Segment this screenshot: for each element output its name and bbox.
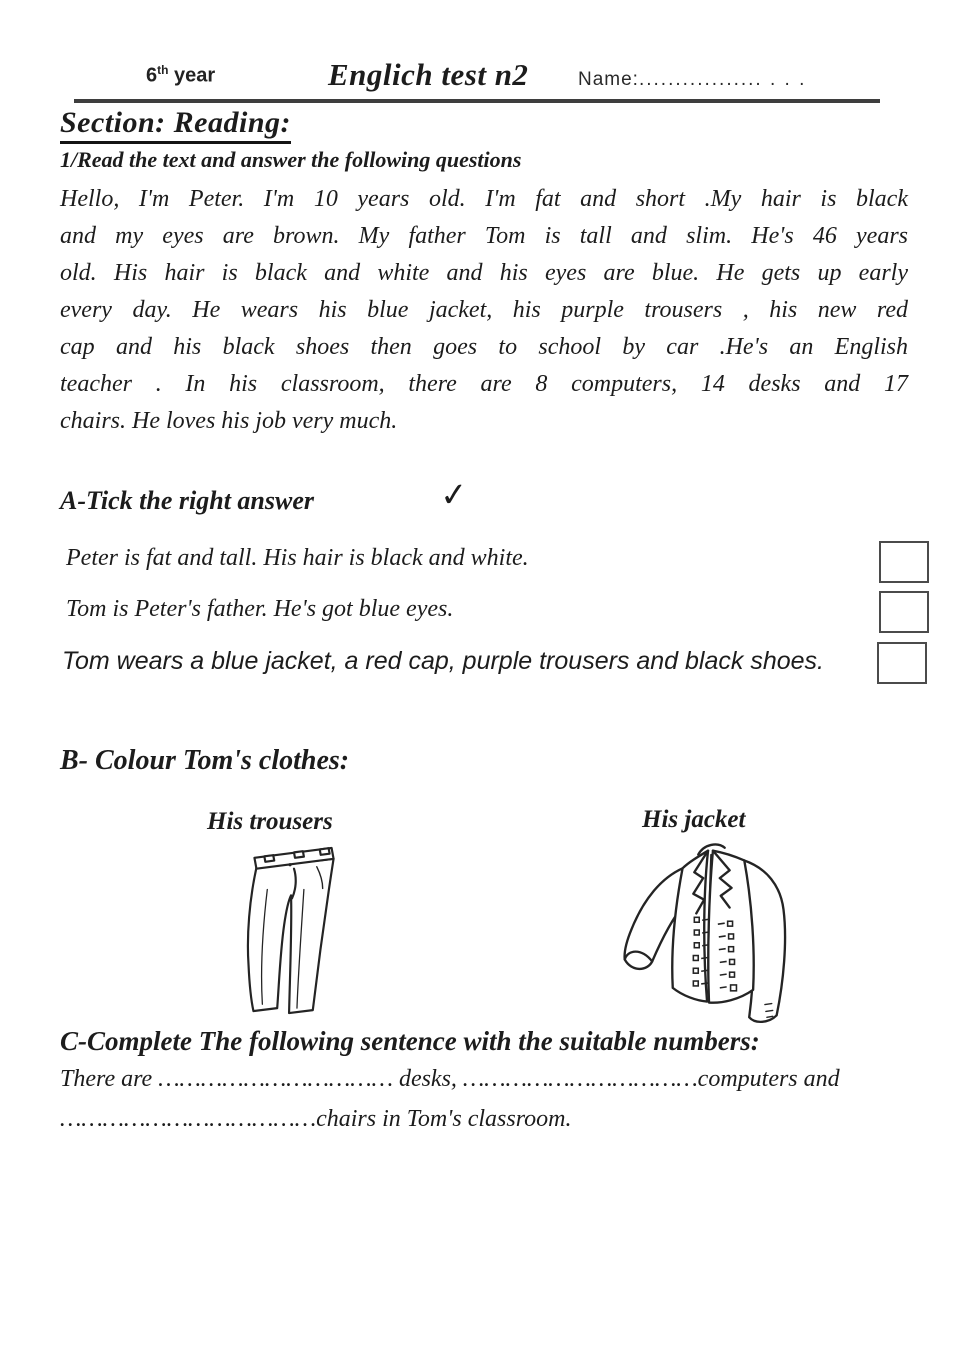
reading-passage xyxy=(60,181,908,440)
part-a-heading: A-Tick the right answer xyxy=(60,486,315,515)
reading-instruction: 1/Read the text and answer the following questions xyxy=(60,147,522,172)
answer-checkbox-1[interactable] xyxy=(879,541,929,583)
answer-checkbox-3[interactable] xyxy=(877,642,927,684)
jacket-drawing[interactable] xyxy=(610,835,810,1031)
name-dotted-line: ................. . . . xyxy=(638,69,807,90)
passage-line: and my eyes are brown. My father Tom is tall and slim. He's 46 years xyxy=(60,223,908,249)
trousers-label: His trousers xyxy=(207,808,333,835)
section-heading: Section: Reading: xyxy=(60,106,291,144)
passage-line: chairs. He loves his job very much. xyxy=(60,408,398,434)
passage-line: cap and his black shoes then goes to school by car .He's an English xyxy=(60,334,908,360)
part-b-heading: B- Colour Tom's clothes: xyxy=(60,745,350,776)
statement-3: Tom wears a blue jacket, a red cap, purple trousers and black shoes. xyxy=(62,647,824,675)
header-divider xyxy=(74,99,880,103)
name-label: Name: xyxy=(578,69,639,90)
part-c-heading: C-Complete The following sentence with the suitable numbers: xyxy=(60,1026,760,1056)
fill-in-line-1: There are …………………………… desks, ……………………………computers and xyxy=(60,1066,840,1092)
answer-checkbox-2[interactable] xyxy=(879,591,929,633)
passage-line: teacher . In his classroom, there are 8 computers, 14 desks and 17 xyxy=(60,371,908,397)
fill-in-line-2: ………………………………chairs in Tom's classroom. xyxy=(60,1106,572,1132)
statement-2: Tom is Peter's father. He's got blue eyes. xyxy=(66,596,454,622)
passage-line: Hello, I'm Peter. I'm 10 years old. I'm fat and short .My hair is black xyxy=(60,186,908,212)
tick-mark-icon: ✓ xyxy=(438,474,469,515)
page-title: Englich test n2 xyxy=(328,57,529,92)
jacket-icon xyxy=(610,835,810,1031)
jacket-label: His jacket xyxy=(642,806,746,833)
trousers-icon xyxy=(242,842,347,1020)
trousers-drawing[interactable] xyxy=(242,842,347,1020)
passage-line: every day. He wears his blue jacket, his purple trousers , his new red xyxy=(60,297,908,323)
passage-line: old. His hair is black and white and his eyes are blue. He gets up early xyxy=(60,260,908,286)
statement-1: Peter is fat and tall. His hair is black and white. xyxy=(66,545,529,571)
grade-label: 6th year xyxy=(146,63,216,87)
name-field[interactable] xyxy=(578,69,806,91)
